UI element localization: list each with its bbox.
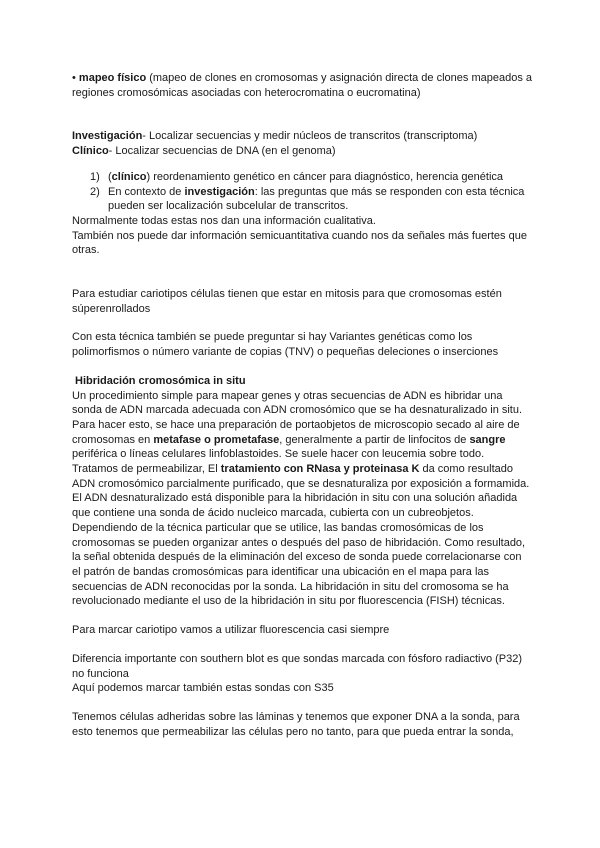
hibridacion-paragraph-4: Dependiendo de la técnica particular que se utilice, las bandas cromosómicas de los cromosomas se pueden organizar antes o después del paso de hibridación. Como resultado, la señal obtenida después de la eliminación del exceso de sonda puede correlacionarse con el patrón de bandas cromosómicas para identificar una ubicación en el mapa para las secuencias de ADN reconocidas por la sonda. La hibridación in situ del cromosoma se ha revolucionado mediante el uso de la hibridación in situ por fluorescencia (FISH) técnicas. xyxy=(72,521,526,608)
cualitativa-line: Normalmente todas estas nos dan una información cualitativa. xyxy=(72,214,376,227)
hibridacion-paragraph-2: Tratamos de permeabilizar, El tratamiento con RNasa y proteinasa K da como resultado ADN cromosómico parcialmente purificado, que se desnaturaliza por exposición a formamida. xyxy=(72,463,530,490)
cariotipos-paragraph: Para estudiar cariotipos células tienen que estar en mitosis para que cromosomas estén súperenrollados xyxy=(72,288,502,315)
bullet-glyph: • xyxy=(72,72,76,84)
list-item: 1) (clínico) reordenamiento genético en cáncer para diagnóstico, herencia genética xyxy=(90,170,504,183)
hibridacion-paragraph-1: Un procedimiento simple para mapear genes y otras secuencias de ADN es hibridar una sonda de ADN marcada adecuada con ADN cromosómico que se ha desnaturalizado in situ. Para hacer esto, se hace una preparación de portaobjetos de microscopio secado al aire de cromosomas en metafase o prometafase, generalmente a partir de linfocitos de sangre periférica o líneas celulares linfoblastoides. Se suele hacer con leucemia sobre todo. xyxy=(72,389,523,461)
clinico-term: Clínico xyxy=(72,145,109,158)
numbered-list xyxy=(72,170,532,214)
clinico-line: Clínico- Localizar secuencias de DNA (en el genoma) xyxy=(72,145,336,158)
document-page xyxy=(72,71,532,739)
semicuantitativa-line: También nos puede dar información semicuantitativa cuando nos da señales más fuertes que otras. xyxy=(72,229,527,257)
list-item: 2) En contexto de investigación: las preguntas que más se responden con esta técnica pueden ser localización subcelular de transcritos. xyxy=(90,185,525,213)
section-heading: Hibridación cromosómica in situ xyxy=(75,374,246,387)
investigacion-line: Investigación- Localizar secuencias y medir núcleos de transcritos (transcriptoma) xyxy=(72,130,478,143)
hibridacion-paragraph-3: El ADN desnaturalizado está disponible para la hibridación in situ con una solución añadida que contiene una sonda de ácido nucleico marcada, cubierta con un cubreobjetos. xyxy=(72,492,518,520)
fluorescencia-paragraph: Para marcar cariotipo vamos a utilizar fluorescencia casi siempre xyxy=(72,624,390,637)
final-paragraph: Tenemos células adheridas sobre las láminas y tenemos que exponer DNA a la sonda, para esto tenemos que permeabilizar las células pero no tanto, para que pueda entrar la sonda, xyxy=(72,710,520,738)
s35-line: Aquí podemos marcar también estas sondas con S35 xyxy=(72,682,334,695)
investigacion-term: Investigación xyxy=(72,130,143,143)
mapeo-fisico-paragraph: • mapeo físico (mapeo de clones en cromosomas y asignación directa de clones mapeados a regiones cromosómicas asociadas con heterocromatina o eucromatina) xyxy=(72,72,532,99)
mapeo-fisico-term: mapeo físico xyxy=(78,72,147,84)
southern-paragraph: Diferencia importante con southern blot es que sondas marcada con fósforo radiactivo (P32) no funciona xyxy=(72,652,523,680)
variantes-paragraph: Con esta técnica también se puede preguntar si hay Variantes genéticas como los polimorfismos o número variante de copias (TNV) o pequeñas deleciones o inserciones xyxy=(72,331,499,359)
